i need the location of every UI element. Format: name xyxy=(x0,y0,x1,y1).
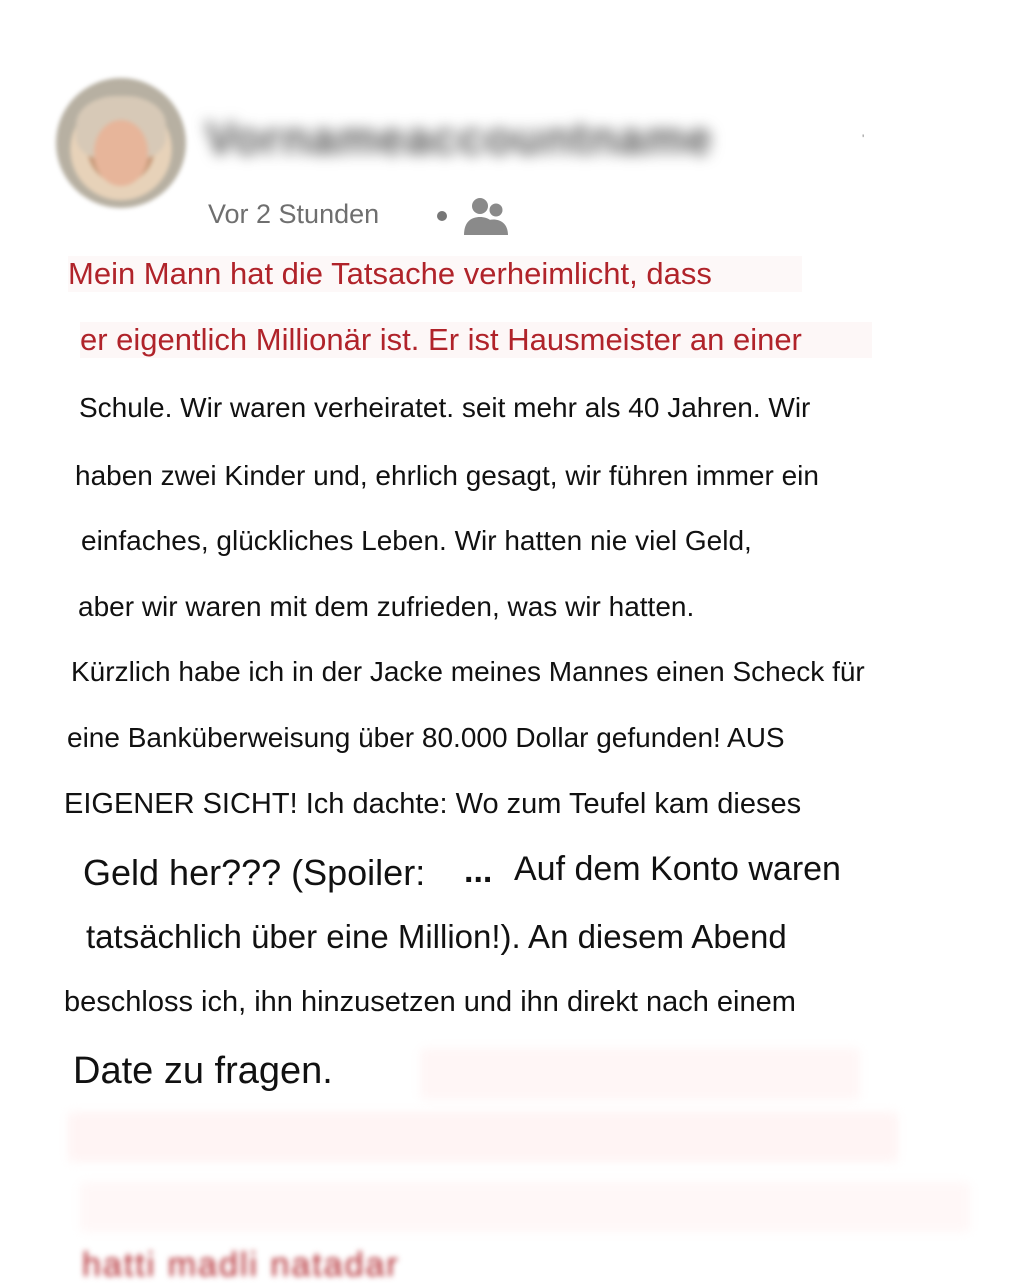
post-text-line-10: Geld her??? (Spoiler: xyxy=(83,852,426,893)
post-text-line-6: aber wir waren mit dem zufrieden, was wir hatten. xyxy=(78,591,695,622)
post-text-line-11: tatsächlich über eine Million!). An diesem Abend xyxy=(86,918,787,955)
corner-mark: ' xyxy=(862,132,865,146)
faded-text-block xyxy=(68,1112,898,1162)
post-text-line-13: Date zu fragen. xyxy=(73,1050,333,1092)
post-text-line-12: beschloss ich, ihn hinzusetzen und ihn direkt nach einem xyxy=(64,986,796,1018)
post-text-line-5: einfaches, glückliches Leben. Wir hatten nie viel Geld, xyxy=(81,525,752,556)
post-text-line-3: Schule. Wir waren verheiratet. seit mehr als 40 Jahren. Wir xyxy=(79,392,811,423)
ellipsis-more[interactable]: ... xyxy=(464,852,493,890)
post-text-line-9: EIGENER SICHT! Ich dachte: Wo zum Teufel kam dieses xyxy=(64,788,802,820)
blurred-bottom-text: hatti madli natadar xyxy=(82,1246,400,1284)
author-name[interactable]: Vornameaccountname xyxy=(205,112,713,164)
faded-text-block xyxy=(420,1048,860,1100)
post-timestamp[interactable]: Vor 2 Stunden xyxy=(208,199,380,229)
post-text-line-2: er eigentlich Millionär ist. Er ist Hausmeister an einer xyxy=(80,322,872,358)
post-text-line-8: eine Banküberweisung über 80.000 Dollar gefunden! AUS xyxy=(67,722,785,753)
post-text-line-10-continued: Auf dem Konto waren xyxy=(514,850,841,888)
meta-separator-dot xyxy=(437,211,447,221)
author-avatar[interactable] xyxy=(56,78,186,208)
faded-text-block xyxy=(80,1182,970,1232)
post-text-line-4: haben zwei Kinder und, ehrlich gesagt, wir führen immer ein xyxy=(75,460,819,491)
post-text-line-7: Kürzlich habe ich in der Jacke meines Mannes einen Scheck für xyxy=(71,656,865,687)
avatar-face xyxy=(94,120,148,186)
group-icon[interactable] xyxy=(462,195,510,237)
post-text-line-1: Mein Mann hat die Tatsache verheimlicht, dass xyxy=(68,256,802,292)
